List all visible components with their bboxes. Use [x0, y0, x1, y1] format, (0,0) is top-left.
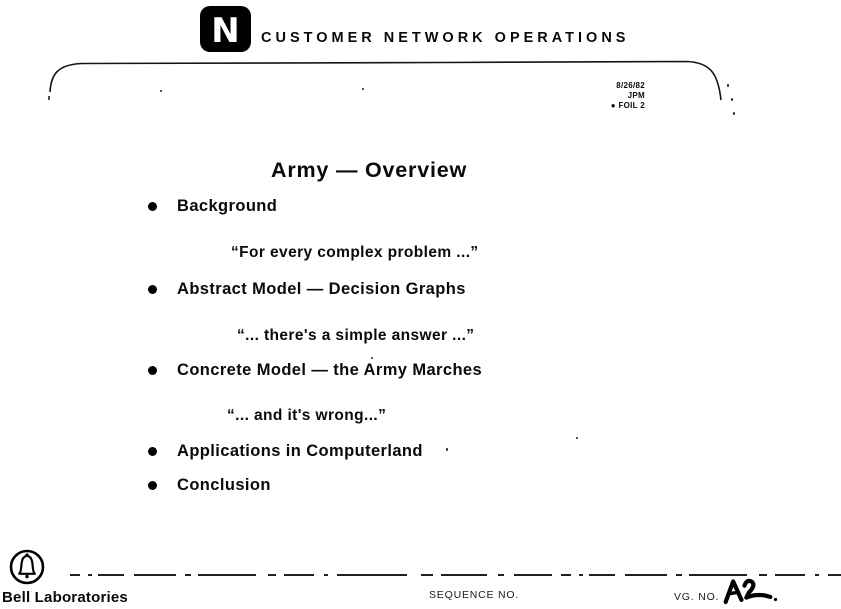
scan-speck — [362, 88, 364, 90]
bell-system-logo-icon — [7, 547, 49, 589]
brand-header — [199, 5, 629, 53]
sequence-no-label: SEQUENCE NO. — [429, 589, 520, 601]
scan-speck — [733, 112, 735, 115]
brand-title: CUSTOMER NETWORK OPERATIONS — [261, 29, 630, 47]
scan-speck — [731, 98, 733, 101]
scan-speck — [576, 437, 578, 439]
bullet-item-label: Background — [177, 197, 278, 215]
corner-note — [570, 81, 645, 111]
bullet-item — [148, 442, 423, 461]
bullet-icon — [148, 447, 157, 456]
bullet-icon — [148, 285, 157, 294]
quote-line: “... and it's wrong...” — [227, 407, 387, 424]
corner-note-foil: ● FOIL 2 — [610, 101, 645, 110]
scan-speck — [371, 357, 373, 359]
corner-note-initials: JPM — [627, 91, 645, 100]
scan-speck — [446, 448, 448, 451]
bullet-item-label: Conclusion — [177, 476, 271, 494]
quote-line: “For every complex problem ...” — [231, 244, 479, 261]
quote-line: “... there's a simple answer ...” — [237, 327, 475, 344]
slide-title: Army — Overview — [271, 158, 468, 182]
bullet-icon — [148, 202, 157, 211]
corner-note-date: 8/26/82 — [616, 81, 645, 90]
scan-speck — [727, 84, 729, 87]
org-name: Bell Laboratories — [2, 589, 128, 606]
cno-n-logo-icon — [199, 5, 252, 53]
svg-text:N: N — [211, 11, 240, 51]
bullet-item — [148, 361, 482, 380]
bullet-item — [148, 197, 277, 216]
vg-no-label: VG. NO. — [674, 591, 720, 603]
bullet-item — [148, 476, 271, 495]
bullet-icon — [148, 366, 157, 375]
scan-speck — [160, 90, 162, 92]
bullet-item-label: Abstract Model — Decision Graphs — [177, 280, 466, 298]
bullet-item-label: Applications in Computerland — [177, 442, 423, 460]
bullet-icon — [148, 481, 157, 490]
vg-no-handwritten-value — [720, 577, 782, 609]
bullet-item-label: Concrete Model — the Army Marches — [177, 361, 483, 379]
bullet-item — [148, 280, 466, 299]
